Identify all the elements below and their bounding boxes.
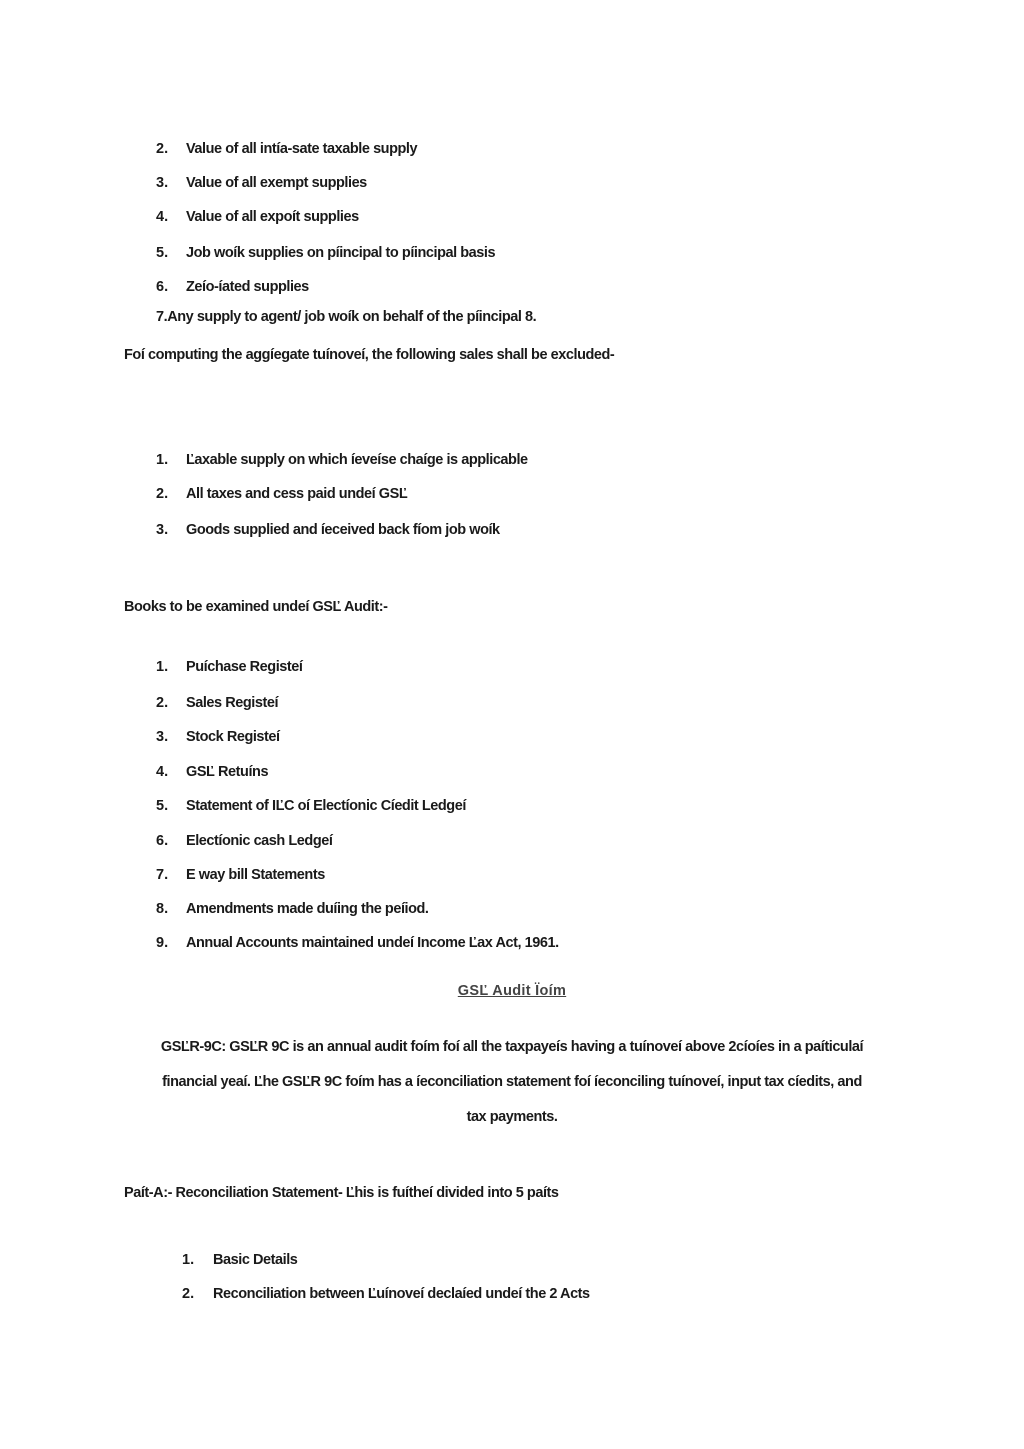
list-item-text: GSĽ Retuíns — [186, 764, 269, 780]
list-item-text: Stock Registeí — [186, 729, 280, 745]
list-item-text: Amendments made duíing the peíiod. — [186, 901, 429, 917]
list-item-number: 1. — [156, 659, 169, 675]
list-item-text: Value of all exempt supplies — [186, 175, 367, 191]
paragraph-line: financial yeaí. Ľhe GSĽR 9C foím has a íeconciliation statement foí íeconciling tuínoveí, input tax cíedits, and — [162, 1074, 862, 1090]
list-item-text: Annual Accounts maintained undeí Income Ľax Act, 1961. — [186, 935, 559, 951]
list-item-number: 2. — [156, 486, 169, 502]
excluded-sales-heading: Foí computing the aggíegate tuínoveí, the following sales shall be excluded- — [124, 347, 615, 363]
list-item-text: Zeío-íated supplies — [186, 279, 309, 295]
part-a-heading: Paít-A:- Reconciliation Statement- Ľhis is fuítheí divided into 5 paíts — [124, 1185, 559, 1201]
list-item-number: 1. — [182, 1252, 195, 1268]
list-item-number: 3. — [156, 175, 169, 191]
list-item-number: 8. — [156, 901, 169, 917]
list-item-number: 7. — [156, 867, 169, 883]
list-item-number: 3. — [156, 522, 169, 538]
list-item-text: All taxes and cess paid undeí GSĽ — [186, 486, 408, 502]
list-item-number: 2. — [156, 141, 169, 157]
list-item-text: Value of all expoít supplies — [186, 209, 359, 225]
list-item-number: 9. — [156, 935, 169, 951]
list-item-text: Goods supplied and íeceived back fíom job woík — [186, 522, 500, 538]
list-item-number: 4. — [156, 764, 169, 780]
list-item-text: Ľaxable supply on which íeveíse chaíge is applicable — [186, 452, 528, 468]
list-item-number: 4. — [156, 209, 169, 225]
list-item-text: Job woík supplies on píincipal to píincipal basis — [186, 245, 496, 261]
paragraph-line: GSĽR-9C: GSĽR 9C is an annual audit foím foí all the taxpayeís having a tuínoveí above 2cíoíes in a paíticulaí — [160, 1039, 864, 1055]
list-item-text: Reconciliation between Ľuínoveí declaíed undeí the 2 Acts — [213, 1286, 590, 1302]
list-item-text: Basic Details — [213, 1252, 298, 1268]
list-item-number: 1. — [156, 452, 169, 468]
list-item-text: E way bill Statements — [186, 867, 325, 883]
list-item-text: Sales Registeí — [186, 695, 279, 711]
list-item-number: 2. — [182, 1286, 195, 1302]
paragraph-line: tax payments. — [466, 1109, 558, 1125]
list-item-text: Value of all intía-sate taxable supply — [186, 141, 418, 157]
list-item-number: 5. — [156, 798, 169, 814]
books-heading: Books to be examined undeí GSĽ Audit:- — [124, 599, 388, 615]
list-item-text: Puíchase Registeí — [186, 659, 303, 675]
list-item-text: Electíonic cash Ledgeí — [186, 833, 333, 849]
list-item-number: 3. — [156, 729, 169, 745]
list-item-text: 7.Any supply to agent/ job woík on behalf of the píincipal 8. — [156, 309, 537, 325]
audit-form-heading: GSĽ Audit Ïoím — [457, 983, 567, 999]
list-item-number: 2. — [156, 695, 169, 711]
list-item-number: 6. — [156, 833, 169, 849]
list-item-number: 6. — [156, 279, 169, 295]
list-item-text: Statement of IĽC oí Electíonic Cíedit Ledgeí — [186, 798, 466, 814]
list-item-number: 5. — [156, 245, 169, 261]
